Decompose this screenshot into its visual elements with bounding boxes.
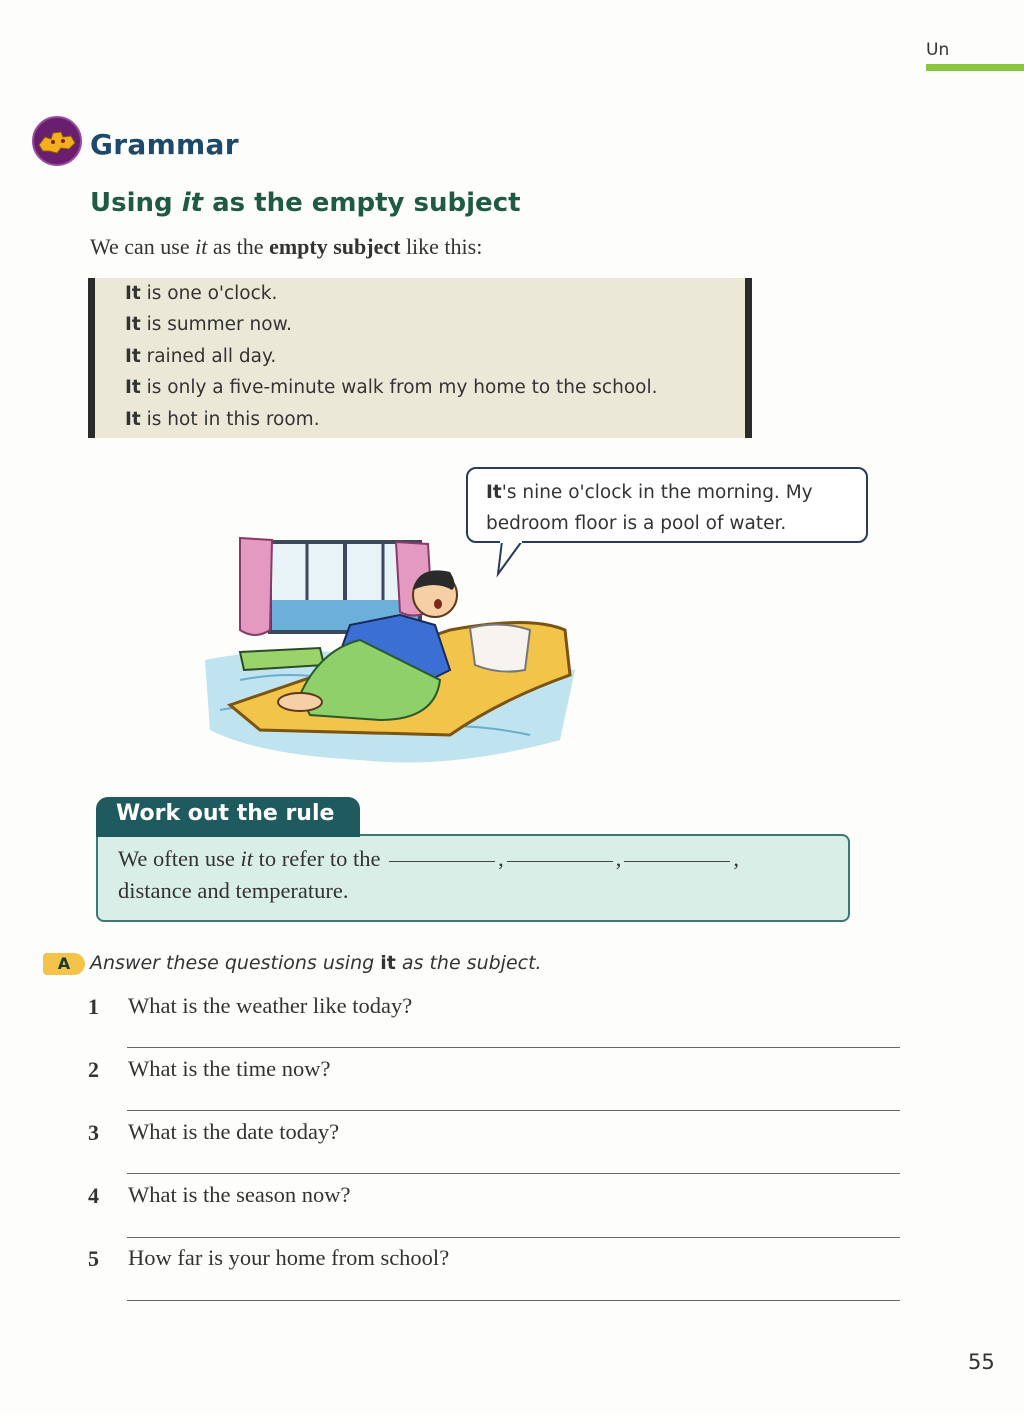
- exercise-badge: A: [43, 953, 85, 975]
- fill-in-blank[interactable]: [624, 861, 730, 862]
- question-number: 5: [88, 1246, 99, 1271]
- answer-line[interactable]: [127, 1300, 900, 1301]
- answer-line[interactable]: [127, 1110, 900, 1111]
- bubble-line-2: bedroom floor is a pool of water.: [486, 513, 787, 534]
- question-text: How far is your home from school?: [128, 1245, 450, 1270]
- puzzle-icon: [31, 115, 83, 167]
- rule-tab: Work out the rule: [96, 797, 360, 837]
- answer-line[interactable]: [127, 1237, 900, 1238]
- rule-text-line-1: We often use it to refer to the , , ,: [118, 846, 739, 871]
- question-text: What is the time now?: [128, 1056, 331, 1081]
- unit-tab-label: Un: [926, 40, 950, 60]
- fill-in-blank[interactable]: [507, 861, 613, 862]
- fill-in-blank[interactable]: [389, 861, 495, 862]
- question-number: 2: [88, 1057, 99, 1082]
- flooded-bedroom-illustration: [200, 530, 580, 775]
- rule-text-line-2: distance and temperature.: [118, 878, 349, 903]
- unit-accent-bar: [926, 64, 1024, 71]
- example-line: It is one o'clock.: [125, 283, 278, 304]
- question-text: What is the season now?: [128, 1182, 351, 1207]
- section-title: Grammar: [90, 128, 239, 161]
- example-line: It is summer now.: [125, 314, 292, 335]
- question-text: What is the date today?: [128, 1119, 340, 1144]
- page-number: 55: [968, 1350, 995, 1374]
- answer-line[interactable]: [127, 1173, 900, 1174]
- question-number: 4: [88, 1183, 99, 1208]
- example-box: [88, 278, 752, 438]
- question-text: What is the weather like today?: [128, 993, 413, 1018]
- example-line: It rained all day.: [125, 346, 277, 367]
- question-number: 3: [88, 1120, 99, 1145]
- subheading: Using it as the empty subject: [90, 188, 521, 218]
- exercise-instruction: Answer these questions using it as the subject.: [90, 952, 542, 974]
- example-line: It is hot in this room.: [125, 409, 320, 430]
- example-line: It is only a five-minute walk from my home to the school.: [125, 377, 658, 398]
- bubble-line-1: It's nine o'clock in the morning. My: [486, 482, 813, 503]
- answer-line[interactable]: [127, 1047, 900, 1048]
- question-number: 1: [88, 994, 99, 1019]
- intro-text: We can use it as the empty subject like this:: [90, 234, 483, 259]
